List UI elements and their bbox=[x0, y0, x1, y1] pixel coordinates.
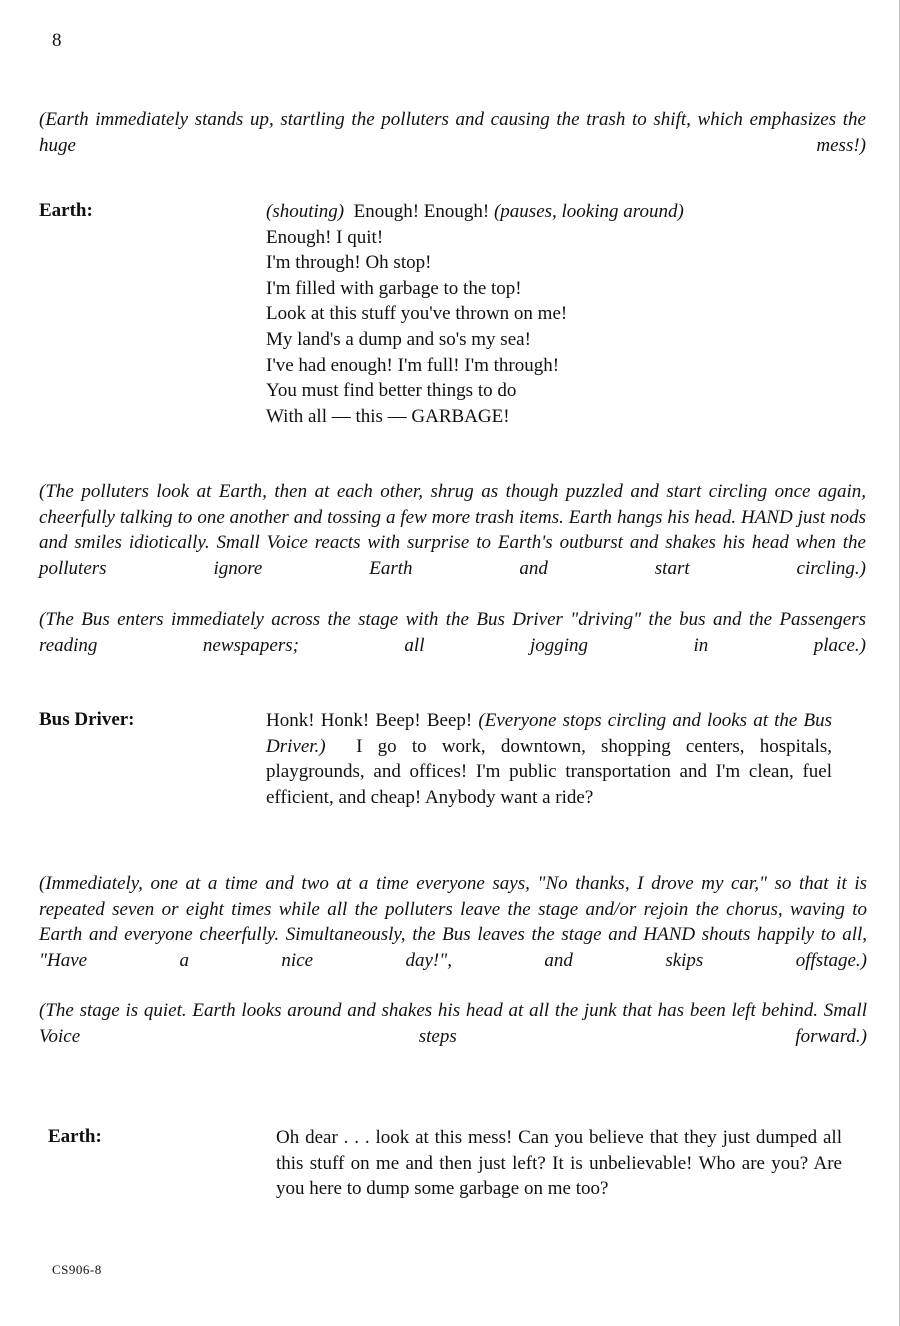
speech-text: I go to work, downtown, shopping centers, hospitals, playgrounds, and offices! I'm public transportation and I'm clean, fuel efficient, and cheap! Anybody want a ride? bbox=[266, 735, 833, 808]
inline-direction: (pauses, looking around) bbox=[493, 201, 684, 222]
speaker-label: Earth: bbox=[48, 1126, 102, 1147]
verse-line: My land's a dump and so's my sea! bbox=[266, 328, 531, 350]
inline-direction: (Everyone stops circling and looks at the Bus Driver.) bbox=[266, 710, 832, 757]
stage-direction: (The stage is quiet. Earth looks around and shakes his head at all the junk that has been left behind. Small Voice steps forward.) bbox=[39, 1000, 867, 1047]
verse-line: I'm through! Oh stop! bbox=[266, 252, 432, 274]
stage-direction: (Earth immediately stands up, startling the polluters and causing the trash to shift, which emphasizes the huge mess!) bbox=[39, 109, 866, 156]
stage-direction: (The polluters look at Earth, then at each other, shrug as though puzzled and start circling once again, cheerfully talking to one another and tossing a few more trash items. Earth hangs his head. HAND just nods and smiles idiotically. Small Voice reacts with surprise to Earth's outburst and shakes his head when the polluters ignore Earth and start circling.) bbox=[39, 481, 866, 579]
verse-block bbox=[266, 199, 866, 429]
inline-direction: (shouting) bbox=[266, 201, 345, 222]
speech-block bbox=[266, 708, 832, 810]
speech-text: Honk! Honk! Beep! Beep! bbox=[266, 710, 473, 731]
verse-line: Look at this stuff you've thrown on me! bbox=[266, 303, 568, 325]
speaker-label: Bus Driver: bbox=[39, 709, 135, 730]
verse-line: I'm filled with garbage to the top! bbox=[266, 277, 522, 299]
stage-direction: (The Bus enters immediately across the stage with the Bus Driver "driving" the bus and the Passengers reading newspapers; all jogging in place.) bbox=[39, 609, 866, 656]
verse-line: Enough! I quit! bbox=[266, 226, 384, 248]
verse-line bbox=[266, 199, 866, 225]
page-number: 8 bbox=[52, 30, 62, 51]
verse-line: You must find better things to do bbox=[266, 380, 517, 402]
verse-line: With all — this — GARBAGE! bbox=[266, 405, 510, 427]
verse-text: Enough! Enough! bbox=[353, 201, 490, 222]
speaker-label: Earth: bbox=[39, 200, 93, 221]
stage-direction: (Immediately, one at a time and two at a time everyone says, "No thanks, I drove my car," so that it is repeated seven or eight times while all the polluters leave the stage and/or rejoin the chorus, waving to Earth and everyone cheerfully. Simultaneously, the Bus leaves the stage and HAND shouts happily to all, "Have a nice day!", and skips offstage.) bbox=[39, 873, 867, 971]
speech-block: Oh dear . . . look at this mess! Can you believe that they just dumped all this stuff on me and then just left? It is unbelievable! Who are you? Are you here to dump some garbage on me too? bbox=[276, 1127, 842, 1200]
footer-code: CS906-8 bbox=[52, 1262, 102, 1277]
verse-line: I've had enough! I'm full! I'm through! bbox=[266, 354, 560, 376]
